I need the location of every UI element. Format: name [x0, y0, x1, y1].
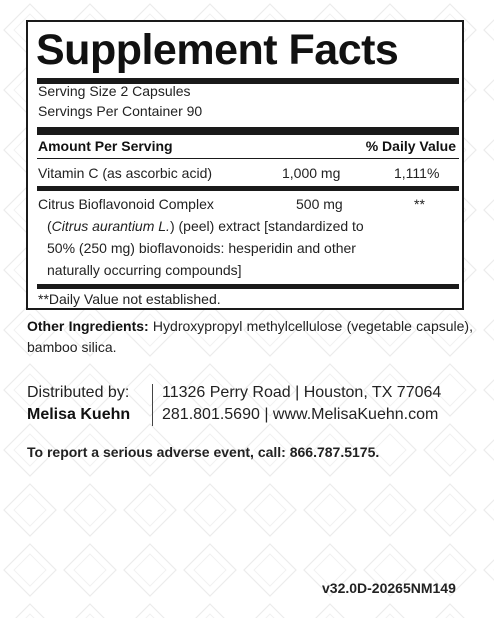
panel-title: Supplement Facts: [36, 26, 399, 74]
footnote: **Daily Value not established.: [38, 291, 221, 307]
header-amount-per-serving: Amount Per Serving: [38, 138, 173, 154]
header-daily-value: % Daily Value: [365, 138, 456, 154]
distributor-address: 11326 Perry Road | Houston, TX 77064: [162, 384, 442, 401]
citrus-detail-line1-rest: ) (peel) extract [standardized to: [169, 218, 364, 234]
distributor-divider: [152, 384, 153, 426]
other-ingredients: [27, 316, 473, 358]
distributor-label: Distributed by:: [27, 384, 130, 401]
version-code: v32.0D-20265NM149: [322, 580, 456, 596]
citrus-latin-name: Citrus aurantium L.: [51, 218, 170, 234]
footer-rule: [37, 284, 459, 289]
citrus-detail-line3: naturally occurring compounds]: [47, 262, 242, 278]
citrus-detail-line1: (Citrus aurantium L.) (peel) extract [standardized to: [47, 218, 364, 234]
distributor-block: [27, 382, 130, 426]
distributor-contact: 281.801.5690 | www.MelisaKuehn.com: [162, 406, 439, 423]
citrus-name: Citrus Bioflavonoid Complex: [38, 196, 214, 212]
distributor-name: Melisa Kuehn: [27, 406, 131, 423]
supplement-facts-panel: [26, 20, 464, 310]
citrus-amount: 500 mg: [296, 196, 343, 212]
row-divider: [37, 158, 459, 159]
vitamin-c-name: Vitamin C (as ascorbic acid): [38, 165, 213, 181]
distributor-info: [162, 382, 441, 426]
adverse-event-notice: To report a serious adverse event, call: 866.787.5175.: [27, 444, 380, 460]
other-ingredients-label: Other Ingredients:: [27, 318, 149, 334]
citrus-dv: **: [414, 196, 425, 212]
servings-per-container: Servings Per Container 90: [38, 103, 203, 119]
serving-size: Serving Size 2 Capsules: [38, 83, 191, 99]
citrus-detail-line2: 50% (250 mg) bioflavonoids: hesperidin and other: [47, 240, 356, 256]
vitamin-c-dv: 1,111%: [394, 165, 440, 181]
row-thick-rule: [37, 186, 459, 191]
other-ingredients-text: Hydroxypropyl methylcellulose (vegetable capsule), bamboo silica.: [27, 318, 473, 355]
header-rule: [37, 127, 459, 135]
vitamin-c-amount: 1,000 mg: [282, 165, 341, 181]
